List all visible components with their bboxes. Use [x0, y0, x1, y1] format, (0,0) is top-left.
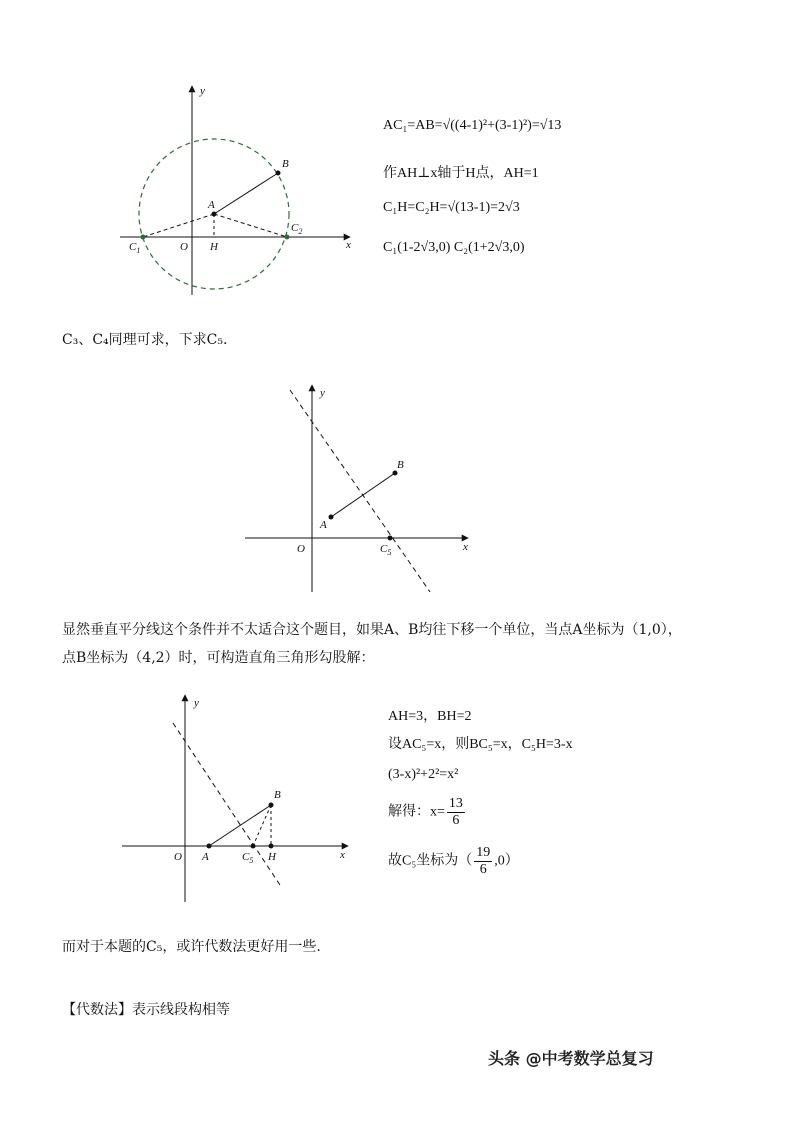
fig1-eq3: C₁H=C₂H=√(13-1)=2√3: [383, 200, 520, 215]
fig1-eq1: AC₁=AB=√((4-1)²+(3-1)²)=√13: [383, 118, 562, 133]
paragraph-c3-c4: C₃、C₄同理可求，下求C₅.: [62, 332, 228, 348]
watermark: 头条 @中考数学总复习: [488, 1049, 654, 1068]
label-h: H: [210, 241, 218, 253]
point-b: [393, 471, 398, 476]
label-c1: $C_1$: [129, 241, 141, 255]
figure-bisector: [240, 380, 480, 600]
fig1-eq2: 作AH⊥x轴于H点，AH=1: [383, 166, 539, 181]
perpendicular-bisector: [173, 723, 280, 885]
segment-ac1: [143, 214, 214, 237]
point-c2: [285, 235, 290, 240]
fig3-eq2: 设AC₅=x，则BC₅=x，C₅H=3-x: [388, 737, 573, 752]
label-y: y: [194, 697, 199, 709]
point-c5: [251, 844, 256, 849]
segment-ab: [209, 805, 271, 846]
section-heading-algebra: 【代数法】表示线段构相等: [62, 1002, 230, 1018]
point-c1: [141, 235, 146, 240]
fig3-eq3: (3-x)²+2²=x²: [388, 767, 459, 782]
segment-ab: [214, 173, 278, 214]
paragraph-c5-note: 而对于本题的C₅，或许代数法更好用一些.: [62, 939, 321, 955]
label-c5: $C_5$: [380, 543, 392, 557]
figure-circle: [110, 80, 370, 305]
point-h: [269, 844, 274, 849]
label-c5: $C_5$: [242, 851, 254, 865]
perpendicular-bisector: [290, 390, 430, 592]
paragraph-explanation: 显然垂直平分线这个条件并不太适合这个题目，如果A、B均往下移一个单位，当点A坐标为（1,0），点B坐标为（4,2）时，可构造直角三角形勾股解：: [62, 622, 682, 666]
label-o: O: [297, 543, 305, 555]
point-b: [269, 803, 274, 808]
label-y: y: [200, 85, 205, 97]
fig3-eq4: 解得：x= $\frac{13}{6}$: [388, 796, 463, 828]
label-c2: $C_2$: [291, 222, 303, 236]
label-h: H: [268, 851, 276, 863]
label-x: x: [463, 541, 468, 553]
label-b: B: [282, 158, 289, 170]
fig1-eq4: C₁(1-2√3,0) C₂(1+2√3,0): [383, 240, 525, 255]
point-a: [212, 212, 217, 217]
point-c5: [388, 536, 393, 541]
segment-ac2: [214, 214, 287, 237]
point-a: [207, 844, 212, 849]
fig3-eq5: 故C₅坐标为（ $\frac{19}{6}$ ,0）: [388, 845, 519, 877]
point-a: [329, 515, 334, 520]
label-x: x: [346, 239, 351, 251]
label-o: O: [174, 851, 182, 863]
label-a: A: [208, 199, 215, 211]
label-o: O: [180, 241, 188, 253]
label-x: x: [340, 849, 345, 861]
label-y: y: [320, 387, 325, 399]
label-a: A: [202, 851, 209, 863]
label-a: A: [320, 519, 327, 531]
segment-ab: [331, 473, 395, 517]
label-b: B: [397, 459, 404, 471]
point-b: [276, 171, 281, 176]
fig3-eq1: AH=3，BH=2: [388, 709, 472, 724]
figure-right-triangle: [118, 690, 358, 905]
label-b: B: [274, 789, 281, 801]
